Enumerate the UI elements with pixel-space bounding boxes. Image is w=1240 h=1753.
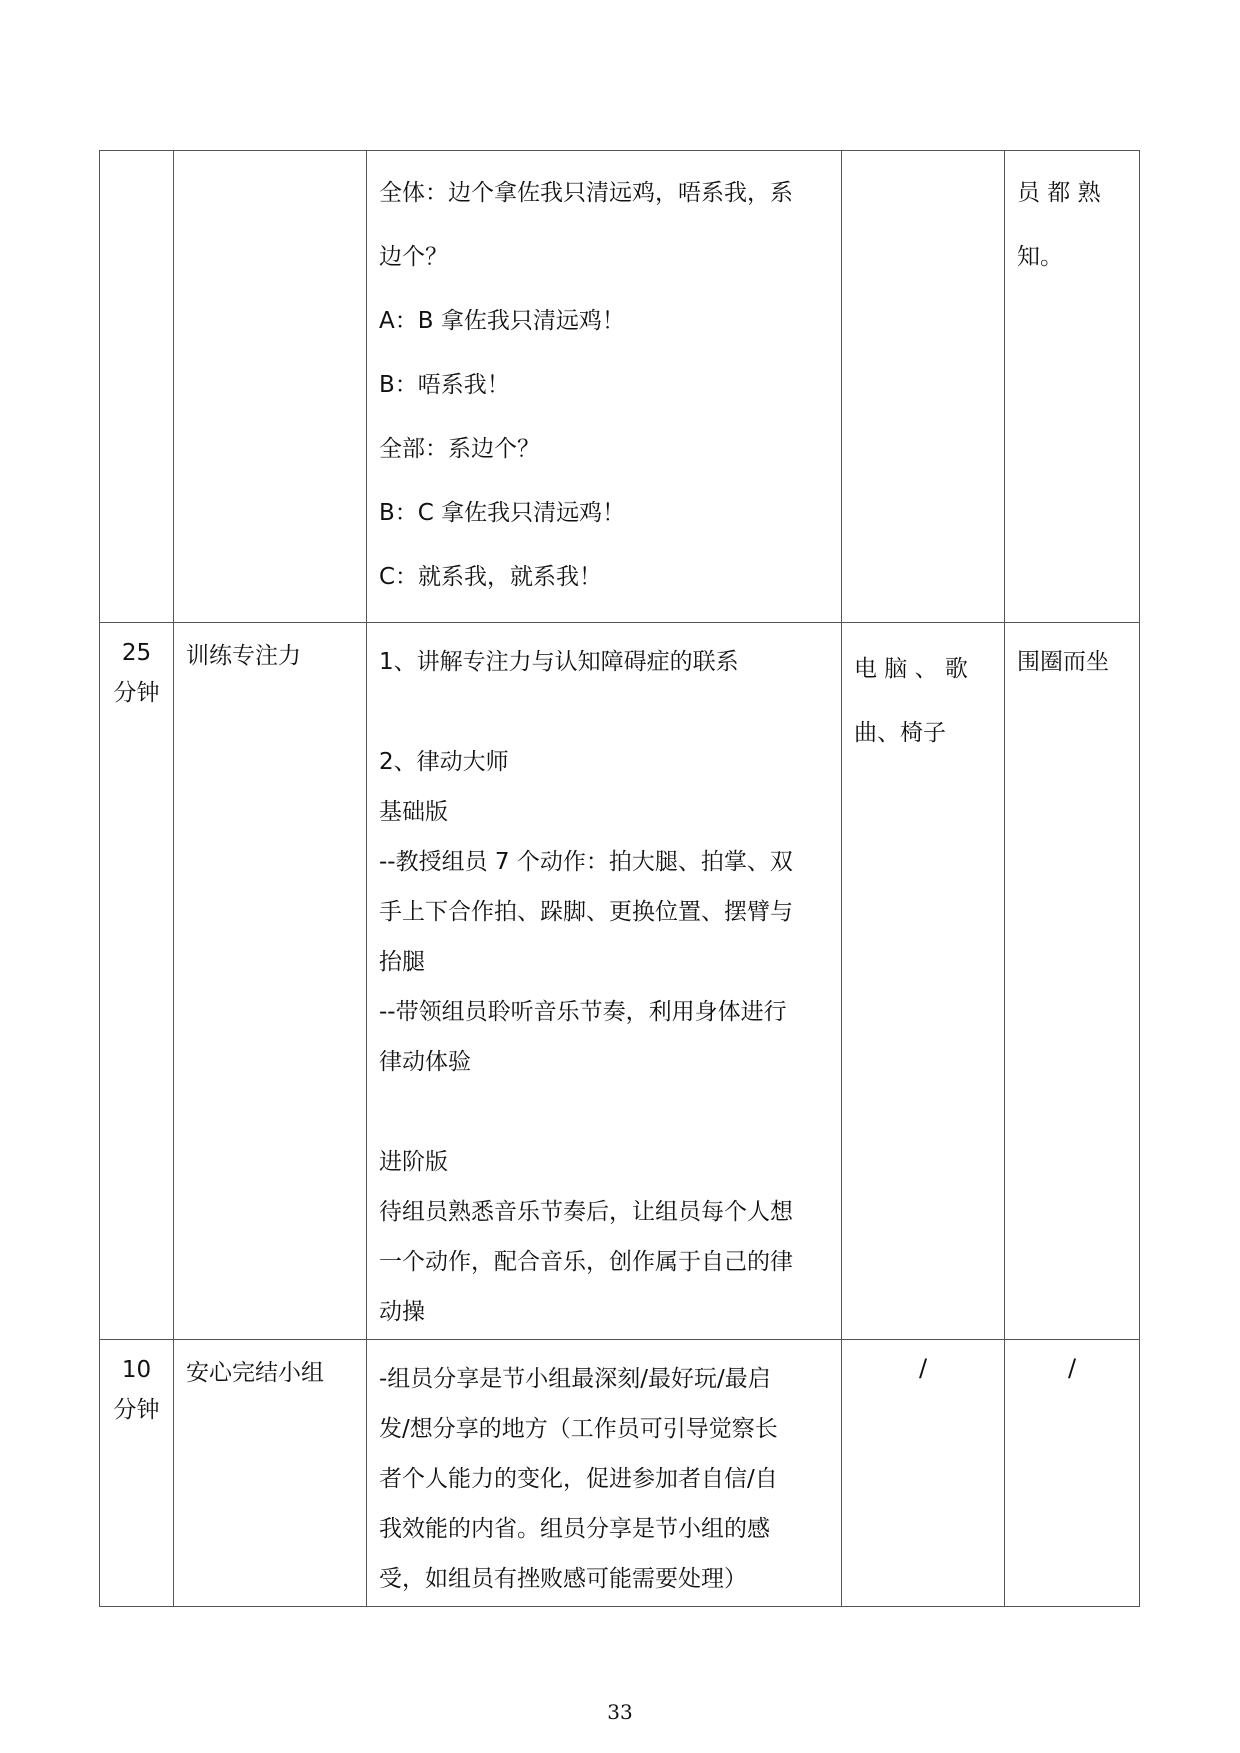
- content-cell: [367, 623, 842, 1340]
- content-line: 动操: [379, 1299, 425, 1325]
- content-line: 基础版: [379, 799, 448, 825]
- materials-line: 电 脑 、 歌: [854, 656, 968, 682]
- content-line: B：唔系我！: [379, 372, 510, 398]
- content-line: C：就系我，就系我！: [379, 564, 603, 590]
- materials-cell: [842, 151, 1005, 623]
- content-line: 一个动作，配合音乐，创作属于自己的律: [379, 1249, 793, 1275]
- content-line: 1、讲解专注力与认知障碍症的联系: [379, 649, 739, 675]
- page-number: 33: [607, 1700, 633, 1724]
- content-line: --教授组员 7 个动作：拍大腿、拍掌、双: [379, 849, 793, 875]
- activity-name: 训练专注力: [186, 643, 301, 669]
- table-row: [100, 151, 1140, 623]
- materials-line: 曲、椅子: [854, 720, 946, 746]
- content-line: 边个？: [379, 244, 448, 270]
- activity-cell: [174, 623, 367, 1340]
- activity-name: 安心完结小组: [186, 1360, 324, 1386]
- content-line: 2、律动大师: [379, 749, 509, 775]
- content-line: 全部：系边个？: [379, 436, 540, 462]
- content-line: A：B 拿佐我只清远鸡！: [379, 308, 625, 334]
- content-cell: [367, 151, 842, 623]
- content-line: 抬腿: [379, 949, 425, 975]
- materials-cell: [842, 623, 1005, 1340]
- table-row: [100, 623, 1140, 1340]
- activity-cell: [174, 151, 367, 623]
- content-line: 全体：边个拿佐我只清远鸡，唔系我，系: [379, 180, 793, 206]
- notes-cell: [1005, 151, 1140, 623]
- time-unit: 分钟: [113, 1397, 160, 1423]
- content-line: --带领组员聆听音乐节奏，利用身体进行: [379, 999, 787, 1025]
- content-line: 者个人能力的变化，促进参加者自信/自: [379, 1466, 778, 1492]
- content-line: 律动体验: [379, 1049, 471, 1075]
- notes-line: 知。: [1017, 244, 1063, 270]
- content-line: 受，如组员有挫败感可能需要处理）: [379, 1566, 747, 1592]
- content-line: -组员分享是节小组最深刻/最好玩/最启: [379, 1366, 771, 1392]
- table-row: [100, 1340, 1140, 1607]
- activity-cell: [174, 1340, 367, 1607]
- notes-line: 员 都 熟: [1017, 180, 1101, 206]
- time-value: 10: [121, 1357, 152, 1383]
- notes-cell: [1005, 623, 1140, 1340]
- notes-cell: [1005, 1340, 1140, 1607]
- time-value: 25: [121, 640, 152, 666]
- notes-line: /: [1067, 1354, 1077, 1382]
- notes-line: 围圈而坐: [1017, 649, 1109, 675]
- content-line: 发/想分享的地方（工作员可引导觉察长: [379, 1416, 778, 1442]
- content-line: B：C 拿佐我只清远鸡！: [379, 500, 626, 526]
- time-unit: 分钟: [113, 680, 160, 706]
- content-line: 待组员熟悉音乐节奏后，让组员每个人想: [379, 1199, 793, 1225]
- content-line: 手上下合作拍、跺脚、更换位置、摆臂与: [379, 899, 793, 925]
- time-cell: [100, 1340, 174, 1607]
- activity-plan-table: [99, 150, 1140, 1607]
- content-line: 进阶版: [379, 1149, 448, 1175]
- blank-line: [379, 1087, 829, 1137]
- content-line: 我效能的内省。组员分享是节小组的感: [379, 1516, 770, 1542]
- content-cell: [367, 1340, 842, 1607]
- time-cell: [100, 151, 174, 623]
- time-cell: [100, 623, 174, 1340]
- materials-cell: [842, 1340, 1005, 1607]
- materials-line: /: [918, 1354, 928, 1382]
